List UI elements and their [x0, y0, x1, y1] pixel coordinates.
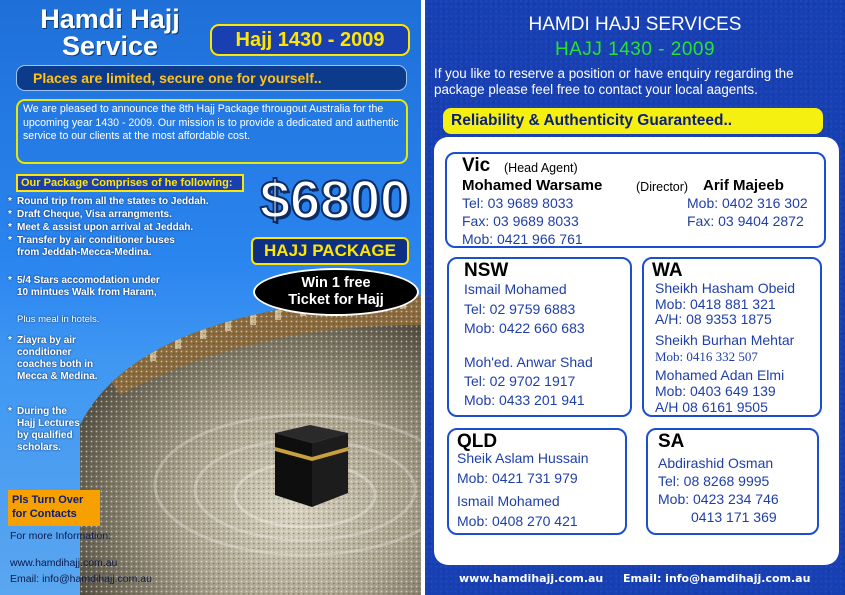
front-title-line1: Hamdi Hajj	[40, 4, 180, 34]
front-title	[10, 6, 210, 60]
year-badge: Hajj 1430 - 2009	[210, 24, 410, 56]
back-year: HAJJ 1430 - 2009	[554, 39, 716, 60]
nsw-contact-card	[447, 257, 632, 417]
sa-state-label: SA	[658, 431, 685, 452]
wa-mob3: Mob: 0403 649 139	[655, 383, 776, 399]
nsw-name2: Moh'ed. Anwar Shad	[464, 354, 593, 370]
nsw-state-label: NSW	[464, 260, 509, 281]
qld-mob1: Mob: 0421 731 979	[457, 470, 578, 486]
qld-contact-card	[447, 428, 627, 535]
turn-over-line2: for Contacts	[12, 508, 77, 520]
win-ticket-badge	[253, 268, 419, 316]
vic-director-label: (Director)	[636, 180, 689, 194]
enquiry-text: If you like to reserve a position or have enquiry regarding the package please feel free to contact your local aagents.	[434, 66, 794, 97]
vic-mob2: Mob: 0402 316 302	[687, 195, 808, 211]
package-item: Plus meal in hotels.	[17, 314, 100, 325]
vic-name2: Arif Majeeb	[703, 177, 784, 194]
limited-places-banner: Places are limited, secure one for yourself..	[16, 65, 407, 91]
package-item: * During the Hajj Lectures by qualified scholars.	[8, 406, 80, 453]
package-item: * Round trip from all the states to Jeddah.	[8, 196, 209, 207]
package-item: * Draft Cheque, Visa arrangments.	[8, 209, 172, 220]
vic-fax2: Fax: 03 9404 2872	[687, 213, 804, 229]
wa-ah1: A/H: 08 9353 1875	[655, 311, 772, 327]
back-email-link[interactable]: Email: info@hamdihajj.com.au	[623, 572, 811, 585]
qld-name2: Ismail Mohamed	[457, 493, 560, 509]
vic-fax: Fax: 03 9689 8033	[462, 213, 579, 229]
wa-ah3: A/H 08 6161 9505	[655, 399, 768, 415]
nsw-mob2: Mob: 0433 201 941	[464, 392, 585, 408]
vic-name1: Mohamed Warsame	[462, 177, 603, 194]
wa-state-label: WA	[652, 260, 683, 281]
nsw-mob1: Mob: 0422 660 683	[464, 320, 585, 336]
front-email-link[interactable]: Email: info@hamdihajj.com.au	[10, 573, 152, 585]
vic-contact-card	[445, 152, 826, 248]
nsw-tel1: Tel: 02 9759 6883	[464, 301, 576, 317]
package-item: * Transfer by air conditioner buses from Jeddah-Mecca-Medina.	[8, 235, 175, 258]
back-website-link[interactable]: www.hamdihajj.com.au	[459, 572, 604, 585]
wa-name3: Mohamed Adan Elmi	[655, 367, 785, 383]
front-title-line2: Service	[61, 31, 159, 61]
more-info-label: For more Information:	[10, 530, 111, 542]
front-flyer-panel	[0, 0, 421, 595]
intro-paragraph: We are pleased to announce the 8th Hajj Package througout Australia for the upcoming year 1430 - 2009. Our mission is to provide a dedicated and authentic service to our clients at the most affordable cost.	[16, 99, 408, 164]
package-item: * Ziayra by air conditioner coaches both in Mecca & Medina.	[8, 335, 98, 382]
wa-name2: Sheikh Burhan Mehtar	[655, 332, 795, 348]
guarantee-banner: Reliability & Authenticity Guaranteed..	[443, 108, 823, 134]
back-title: HAMDI HAJJ SERVICES	[528, 14, 742, 35]
wa-contact-card	[642, 257, 822, 417]
vic-head-agent-label: (Head Agent)	[504, 161, 578, 175]
front-website-link[interactable]: www.hamdihajj.com.au	[10, 557, 118, 569]
package-item: * 5/4 Stars accomodation under 10 mintues Walk from Haram,	[8, 275, 160, 298]
hajj-package-label: HAJJ PACKAGE	[251, 237, 409, 265]
sa-mob2: 0413 171 369	[691, 509, 777, 525]
qld-state-label: QLD	[457, 431, 498, 452]
package-heading: Our Package Comprises of he following:	[16, 174, 244, 192]
sa-tel1: Tel: 08 8268 9995	[658, 473, 770, 489]
turn-over-line1: Pls Turn Over	[12, 494, 84, 506]
back-flyer-panel	[425, 0, 845, 595]
sa-name1: Abdirashid Osman	[658, 455, 774, 471]
vic-tel: Tel: 03 9689 8033	[462, 195, 574, 211]
package-price: $6800	[259, 170, 411, 230]
wa-mob1: Mob: 0418 881 321	[655, 296, 776, 312]
nsw-name1: Ismail Mohamed	[464, 281, 567, 297]
wa-name1: Sheikh Hasham Obeid	[655, 280, 796, 296]
kaaba-icon	[275, 425, 348, 507]
win-line1: Win 1 free	[301, 275, 371, 291]
win-line2: Ticket for Hajj	[288, 292, 384, 308]
kaaba-crowd-photo	[80, 285, 421, 595]
qld-name1: Sheik Aslam Hussain	[457, 450, 589, 466]
qld-mob2: Mob: 0408 270 421	[457, 513, 578, 529]
vic-mob: Mob: 0421 966 761	[462, 231, 583, 247]
sa-contact-card	[646, 428, 819, 535]
nsw-tel2: Tel: 02 9702 1917	[464, 373, 576, 389]
sa-mob1: Mob: 0423 234 746	[658, 491, 779, 507]
turn-over-note	[8, 490, 100, 526]
vic-state-label: Vic	[462, 155, 491, 176]
package-item: * Meet & assist upon arrival at Jeddah.	[8, 222, 194, 233]
wa-mob2: Mob: 0416 332 507	[655, 349, 758, 364]
